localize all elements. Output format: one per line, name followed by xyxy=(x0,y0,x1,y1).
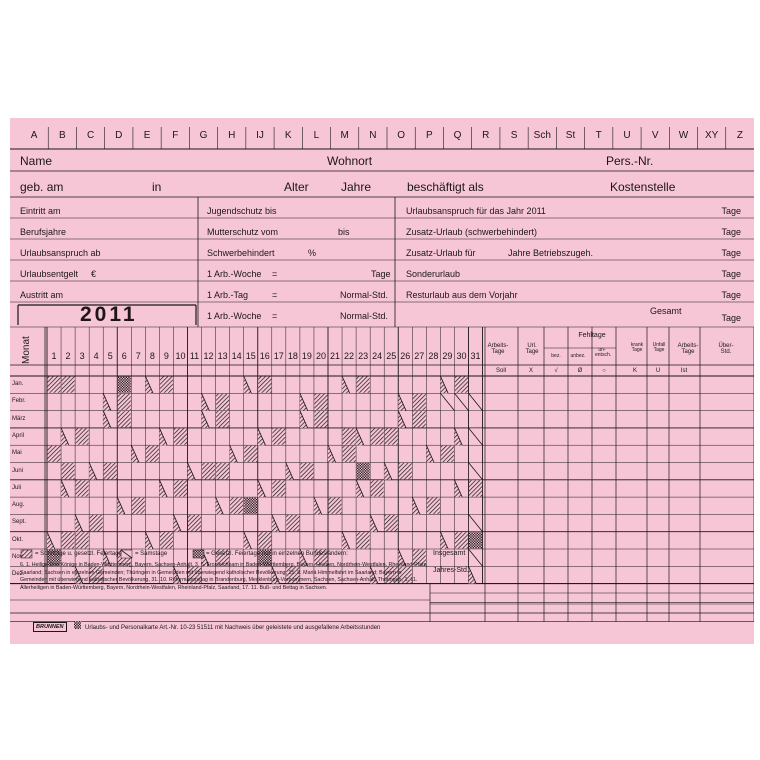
brunnen-logo: BRUNNEN xyxy=(33,622,67,632)
day-number: 4 xyxy=(93,351,99,361)
sunday-cell xyxy=(76,428,89,444)
betriebszugehoerigkeit-label: Jahre Betriebszugeh. xyxy=(508,248,594,258)
day-number: 10 xyxy=(175,351,186,361)
unentsch-header: un-entsch. xyxy=(595,347,612,358)
day-number: 21 xyxy=(330,351,341,361)
eintritt-label: Eintritt am xyxy=(20,206,61,216)
code-label: ○ xyxy=(602,368,606,374)
jahre-label: Jahre xyxy=(341,180,372,194)
gebam-label: geb. am xyxy=(20,180,64,194)
day-number: 19 xyxy=(301,351,312,361)
code-label: Soll xyxy=(495,368,507,374)
legend-regional: = Gesetzl. Feiertage nur in einzelnen Bundesländern: xyxy=(206,551,348,557)
sunday-cell xyxy=(104,463,117,479)
regional-holiday-cell xyxy=(469,532,482,548)
day-number: 16 xyxy=(259,351,270,361)
tage-unit: Tage xyxy=(721,227,741,237)
sunday-cell xyxy=(230,498,243,514)
name-label: Name xyxy=(20,154,53,168)
schwerbehindert-label: Schwerbehindert xyxy=(207,248,275,258)
day-number: 30 xyxy=(456,351,467,361)
day-number: 9 xyxy=(163,351,169,361)
regional-holiday-cell xyxy=(357,463,370,479)
sunday-cell xyxy=(272,428,285,444)
insgesamt-label: Insgesamt xyxy=(433,550,466,557)
normalstd-label: Normal-Std. xyxy=(340,290,389,300)
sunday-cell xyxy=(202,463,215,479)
sunday-cell xyxy=(132,498,145,514)
day-number: 1 xyxy=(51,351,57,361)
month-name: Nov. xyxy=(12,554,24,560)
day-number: 23 xyxy=(358,351,369,361)
monat-label: Monat xyxy=(21,336,32,364)
day-number: 29 xyxy=(442,351,453,361)
sunday-cell xyxy=(371,480,384,496)
tage-unit: Tage xyxy=(721,313,741,323)
brand-mark-icon xyxy=(74,621,81,629)
letter-tab: L xyxy=(313,130,320,141)
letter-tab: W xyxy=(678,130,689,141)
jahresstd-label: Jahres-Std. xyxy=(433,567,469,574)
sunday-cell xyxy=(300,463,313,479)
unbez-header: unbez. xyxy=(570,353,586,359)
normalstd-label: Normal-Std. xyxy=(340,311,389,321)
sunday-cell xyxy=(286,515,299,531)
in-label: in xyxy=(152,180,162,194)
ueberstd-header: Über-Std. xyxy=(718,343,734,355)
day-number: 12 xyxy=(203,351,214,361)
sunday-cell xyxy=(48,377,61,393)
sunday-cell xyxy=(314,394,327,410)
letter-tab: E xyxy=(143,130,151,141)
sunday-cell xyxy=(160,532,173,548)
tage-unit: Tage xyxy=(721,248,741,258)
letter-tab: S xyxy=(510,130,518,141)
persnr-label: Pers.-Nr. xyxy=(606,154,654,168)
regional-holiday-cell xyxy=(244,498,257,514)
sunday-cell xyxy=(469,480,482,496)
equals-sign: = xyxy=(272,311,278,321)
urlaubsanspruch-ab-label: Urlaubsanspruch ab xyxy=(20,248,101,258)
day-number: 8 xyxy=(149,351,155,361)
day-number: 15 xyxy=(245,351,256,361)
sunday-cell xyxy=(343,446,356,462)
letter-tab: N xyxy=(369,130,377,141)
zusatzurlaub-label: Zusatz-Urlaub für xyxy=(406,248,476,258)
sunday-cell xyxy=(427,498,440,514)
tage-unit: Tage xyxy=(721,206,741,216)
sunday-cell xyxy=(174,428,187,444)
letter-tab: C xyxy=(86,130,95,141)
sunday-cell xyxy=(455,532,468,548)
letter-tab: T xyxy=(595,130,602,141)
day-number: 5 xyxy=(107,351,113,361)
code-label: X xyxy=(528,368,534,374)
sunday-cell xyxy=(385,428,398,444)
day-number: 18 xyxy=(287,351,298,361)
day-number: 22 xyxy=(344,351,355,361)
sunday-cell xyxy=(357,532,370,548)
month-name: Aug. xyxy=(12,502,25,509)
regional-holiday-cell xyxy=(118,377,131,393)
sunday-cell xyxy=(76,480,89,496)
sunday-cell xyxy=(258,532,271,548)
day-number: 11 xyxy=(189,351,200,361)
krank-header: krank Tage xyxy=(630,342,644,353)
sunday-cell xyxy=(90,515,103,531)
urlaubsanspruch-jahr-label: Urlaubsanspruch für das Jahr 2011 xyxy=(406,206,546,216)
code-label: U xyxy=(655,368,661,374)
legend-samstage: = Samstage xyxy=(135,551,168,557)
sunday-cell xyxy=(272,480,285,496)
sunday-cell xyxy=(76,532,89,548)
jugendschutz-label: Jugendschutz bis xyxy=(207,206,277,216)
footer-text: Urlaubs- und Personalkarte Art.-Nr. 10-23 51511 mit Nachweis über geleistete und ausgefallene Arbeitsstunden xyxy=(85,625,381,631)
year-display: 2011 xyxy=(80,303,138,326)
tage-label: Tage xyxy=(371,269,391,279)
sunday-cell xyxy=(62,463,75,479)
tage-unit: Tage xyxy=(721,269,741,279)
sunday-cell xyxy=(343,428,356,444)
sunday-cell xyxy=(441,446,454,462)
month-name: Jan. xyxy=(12,381,24,387)
day-number: 13 xyxy=(217,351,228,361)
austritt-label: Austritt am xyxy=(20,290,64,300)
berufsjahre-label: Berufsjahre xyxy=(20,227,67,237)
bez-header: bez. xyxy=(551,353,561,359)
sunday-cell xyxy=(146,446,159,462)
month-name: Febr. xyxy=(12,398,26,405)
day-number: 31 xyxy=(470,351,481,361)
code-label: K xyxy=(632,368,638,374)
letter-tab: Sch xyxy=(533,130,551,141)
day-number: 17 xyxy=(273,351,284,361)
tage-unit: Tage xyxy=(721,290,741,300)
sunday-cell xyxy=(62,532,75,548)
urltage-header: Url. Tage xyxy=(525,343,539,355)
mutterschutz-label: Mutterschutz vom xyxy=(207,227,279,237)
equals-sign: = xyxy=(272,290,278,300)
legend-sonntage: = Sonntage u. gesetzl. Feiertage xyxy=(35,551,122,557)
letter-tab: P xyxy=(426,130,433,141)
sunday-cell xyxy=(329,498,342,514)
fehltage-header: Fehltage xyxy=(578,332,606,339)
sunday-cell xyxy=(455,377,468,393)
letter-tab: IJ xyxy=(256,130,264,141)
kostenstelle-label: Kostenstelle xyxy=(610,180,676,194)
letter-tab: M xyxy=(340,130,349,141)
arbeitstage-ist-header: Arbeits-Tage xyxy=(677,343,699,355)
zusatzurlaub-schwer-label: Zusatz-Urlaub (schwerbehindert) xyxy=(406,227,538,237)
letter-tab: Z xyxy=(736,130,743,141)
sunday-cell xyxy=(188,515,201,531)
letter-tab: XY xyxy=(704,130,719,141)
sunday-cell xyxy=(258,377,271,393)
day-number: 6 xyxy=(121,351,127,361)
sunday-cell xyxy=(314,411,327,427)
day-number: 2 xyxy=(65,351,71,361)
month-name: März xyxy=(12,415,26,422)
month-name: Sept. xyxy=(12,519,27,526)
sunday-cell xyxy=(399,463,412,479)
day-number: 7 xyxy=(135,351,141,361)
month-name: Dez. xyxy=(12,571,25,578)
sunday-cell xyxy=(413,394,426,410)
code-label: Ist xyxy=(680,368,688,374)
day-number: 25 xyxy=(386,351,397,361)
resturlaub-label: Resturlaub aus dem Vorjahr xyxy=(406,290,518,300)
arbeitswoche-std-label: 1 Arb.-Woche xyxy=(207,311,262,321)
arbeitswoche-label: 1 Arb.-Woche xyxy=(207,269,262,279)
letter-tab: Q xyxy=(453,130,462,141)
sunday-cell xyxy=(48,446,61,462)
month-name: Juli xyxy=(12,484,22,491)
sunday-cell xyxy=(244,446,257,462)
sunday-cell xyxy=(371,428,384,444)
holiday-footnote: 6. 1. Heilige Drei Könige in Baden-Württemberg, Bayern, Sachsen-Anhalt, 3. 6. Fronleichnam in Baden-Württemberg, Bayern, Hessen, Nordrhein-Westfalen, Rheinland-Pfalz, Saarland; Sachsen in einzelnen Gemeinden; Thüringen in Gemeinden mit überwiegend katholischer Bevölkerung, 15. 8. Mariä Himmelfahrt im Saarland; Bayern in Gemeinden mit überwiegend katholischer Bevölkerung, 31. 10. Reformationstag in Brandenburg, Mecklenburg-Vorpommern, Sachsen, Sachsen-Anhalt, Thüringen, 1. 11. Allerheiligen in Baden-Württemberg, Bayern, Nordrhein-Westfalen, Rheinland-Pfalz, Saarland, 17. 11. Buß- und Bettag in Sachsen. xyxy=(20,562,428,591)
mutterschutz-bis-label: bis xyxy=(338,227,350,237)
arbeitstage-header: Arbeits-Tage xyxy=(487,343,509,355)
alter-label: Alter xyxy=(284,180,309,194)
day-number: 14 xyxy=(231,351,242,361)
letter-tab: B xyxy=(59,130,66,141)
sunday-cell xyxy=(160,377,173,393)
day-number: 27 xyxy=(414,351,425,361)
day-number: 3 xyxy=(79,351,85,361)
sunday-cell xyxy=(174,480,187,496)
euro-sign: € xyxy=(91,269,97,279)
code-label: √ xyxy=(554,368,558,374)
sunday-cell xyxy=(413,411,426,427)
sonderurlaub-label: Sonderurlaub xyxy=(406,269,461,279)
sunday-cell xyxy=(62,377,75,393)
sunday-cell xyxy=(385,515,398,531)
personnel-card xyxy=(10,118,754,644)
arbeitstag-label: 1 Arb.-Tag xyxy=(207,290,249,300)
gesamt-label: Gesamt xyxy=(650,306,682,316)
code-label: Ø xyxy=(577,368,583,374)
sunday-cell xyxy=(216,463,229,479)
sunday-cell xyxy=(118,411,131,427)
urlaubsentgelt-label: Urlaubsentgelt xyxy=(20,269,79,279)
letter-tab: R xyxy=(482,130,490,141)
letter-tab: H xyxy=(228,130,236,141)
percent-sign: % xyxy=(308,248,317,258)
letter-tab: K xyxy=(284,130,292,141)
letter-tab: D xyxy=(115,130,123,141)
sunday-cell xyxy=(357,377,370,393)
equals-sign: = xyxy=(272,269,278,279)
unfall-header: Unfall Tage xyxy=(652,342,666,353)
day-number: 24 xyxy=(372,351,383,361)
letter-tab: F xyxy=(172,130,179,141)
letter-tab: V xyxy=(651,130,659,141)
regional-legend-swatch xyxy=(193,550,204,558)
beschaeftigt-label: beschäftigt als xyxy=(407,180,484,194)
letter-tab: St xyxy=(565,130,576,141)
day-number: 28 xyxy=(428,351,439,361)
day-number: 26 xyxy=(400,351,411,361)
letter-tab: G xyxy=(199,130,208,141)
month-name: Okt. xyxy=(12,536,24,543)
letter-tab: U xyxy=(623,130,631,141)
sunday-cell xyxy=(118,394,131,410)
letter-tab: O xyxy=(397,130,405,141)
sunday-cell xyxy=(216,411,229,427)
day-number: 20 xyxy=(315,351,326,361)
month-name: Mai xyxy=(12,450,22,457)
wohnort-label: Wohnort xyxy=(327,154,373,168)
month-name: Juni xyxy=(12,467,24,474)
letter-tab: A xyxy=(30,130,38,141)
month-name: April xyxy=(12,432,25,439)
sunday-cell xyxy=(216,394,229,410)
